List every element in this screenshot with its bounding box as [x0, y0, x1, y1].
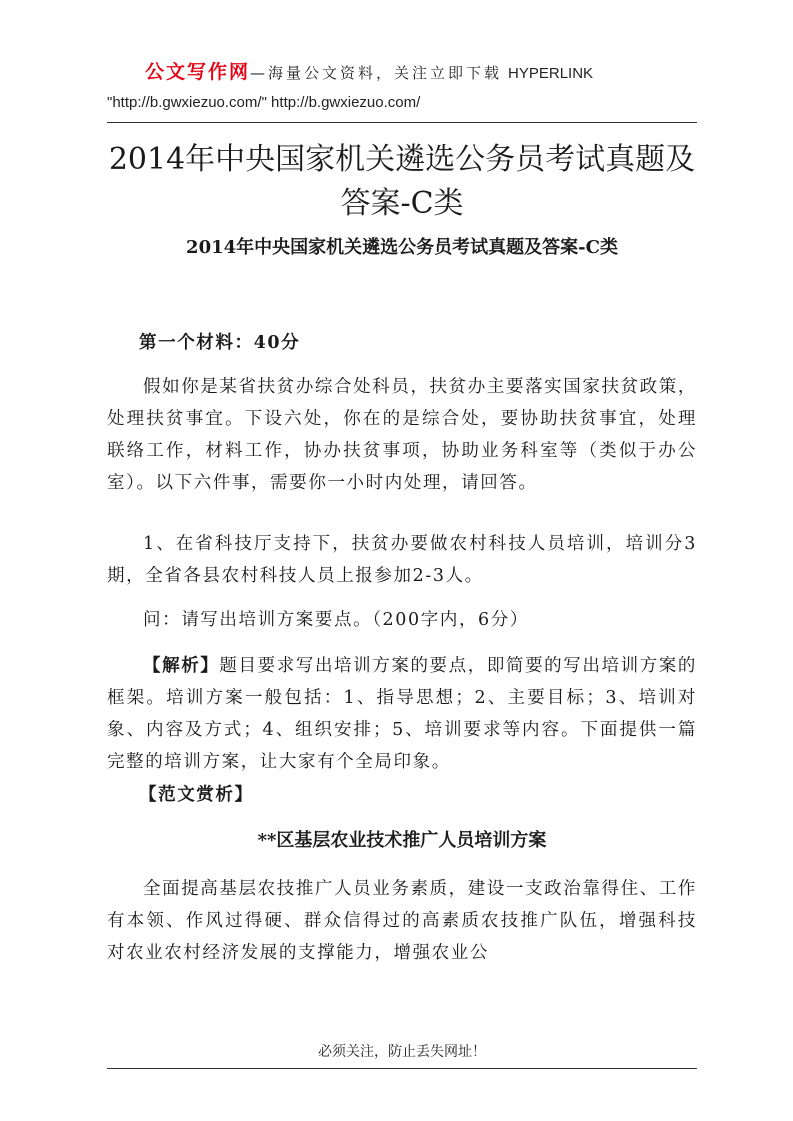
sample-heading-text: 【范文赏析】 — [139, 785, 254, 805]
page-header — [145, 58, 705, 88]
footer-divider — [107, 1068, 697, 1069]
hyperlink-label[interactable]: HYPERLINK — [508, 65, 594, 82]
section-heading-text: 第一个材料：40分 — [139, 333, 301, 353]
brand-name[interactable]: 公文写作网 — [145, 61, 251, 83]
page-footer: 必须关注，防止丢失网址！ — [318, 1044, 486, 1060]
paragraph-scenario: 假如你是某省扶贫办综合处科员，扶贫办主要落实国家扶贫政策，处理扶贫事宜。下设六处，你在的是综合处，要协助扶贫事宜，处理联络工作，材料工作，协办扶贫事项，协助业务科室等（类似于办公室）。以下六件事，需要你一小时内处理，请回答。 — [107, 377, 697, 493]
analysis-label: 【解析】 — [143, 656, 220, 676]
section-heading — [107, 327, 697, 359]
paragraph-question-1: 1、在省科技厅支持下，扶贫办要做农村科技人员培训，培训分3期，全省各县农村科技人员上报参加2-3人。 — [107, 534, 697, 586]
header-slogan: —海量公文资料，关注立即下载 — [250, 64, 503, 82]
sample-heading — [107, 779, 697, 811]
paragraph-question-prompt: 问：请写出培训方案要点。（200字内，6分） — [143, 610, 529, 630]
paragraph-analysis — [107, 650, 697, 778]
header-divider — [107, 122, 697, 123]
document-subtitle: 2014年中央国家机关遴选公务员考试真题及答案-C类 — [186, 237, 618, 258]
analysis-text: 题目要求写出培训方案的要点，即简要的写出培训方案的框架。培训方案一般包括：1、指导思想；2、主要目标；3、培训对象、内容及方式；4、组织安排；5、培训要求等内容。下面提供一篇完整的培训方案，让大家有个全局印象。 — [107, 656, 698, 772]
sample-title: **区基层农业技术推广人员培训方案 — [257, 830, 547, 851]
document-title: 2014年中央国家机关遴选公务员考试真题及答案-C类 — [108, 142, 696, 221]
header-url-line[interactable]: "http://b.gwxiezuo.com/" http://b.gwxiezuo.com/ — [107, 94, 421, 111]
paragraph-sample-body: 全面提高基层农技推广人员业务素质，建设一支政治靠得住、工作有本领、作风过得硬、群众信得过的高素质农技推广队伍，增强科技对农业农村经济发展的支撑能力，增强农业公 — [107, 879, 697, 963]
